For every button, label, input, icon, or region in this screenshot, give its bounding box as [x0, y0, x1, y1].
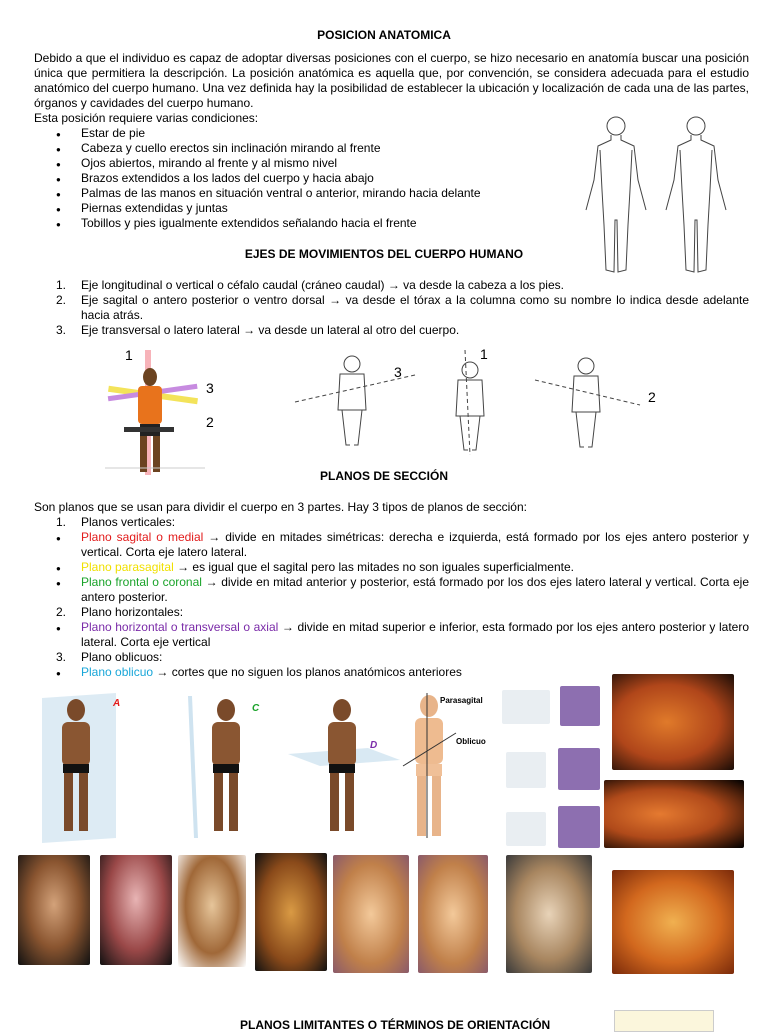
sagittal-spine-image: [255, 853, 327, 971]
list-item: ● Ojos abiertos, mirando al frente y al mismo nivel: [34, 156, 574, 171]
list-item: ● Tobillos y pies igualmente extendidos señalando hacia el frente: [34, 216, 574, 231]
list-item: ● Plano horizontal o transversal o axial → divide en mitad superior e inferior, esta formado por los ejes antero posterior y latero lateral. Corta eje vertical: [34, 620, 749, 650]
coronal-pelvis-image: [612, 870, 734, 974]
conditions-list: [34, 126, 574, 231]
list-item: 1. Planos verticales:: [56, 515, 176, 529]
axis-label: 3: [394, 364, 402, 380]
brain-diagram-image: [502, 690, 550, 724]
coronal-brain-image: [18, 855, 90, 965]
list-item: ● Palmas de las manos en situación ventral o anterior, mirando hacia delante: [34, 186, 574, 201]
title-posicion-anatomica: POSICION ANATOMICA: [317, 28, 451, 42]
list-item: ● Plano frontal o coronal → divide en mitad anterior y posterior, está formado por los dos ejes latero lateral y vertical. Corta eje antero posterior.: [34, 575, 749, 605]
list-item: ● Cabeza y cuello erectos sin inclinación mirando al frente: [34, 141, 574, 156]
conditions-intro: Esta posición requiere varias condiciones:: [34, 111, 259, 125]
plane-label-d: D: [370, 740, 378, 751]
plane-label-c: C: [252, 703, 260, 714]
axial-head-image: [178, 855, 246, 967]
plane-label-oblicuo: Oblicuo: [456, 737, 486, 746]
list-item: 2. Eje sagital o antero posterior o ventro dorsal → va desde el tórax a la columna como su nombre lo indica desde adelante hacia atrás.: [56, 293, 749, 322]
brain-section-image: [560, 686, 600, 726]
list-item: ● Brazos extendidos a los lados del cuerpo y hacia abajo: [34, 171, 574, 186]
list-item: 2. Plano horizontales:: [56, 605, 184, 619]
list-item: ● Plano sagital o medial → divide en mitades simétricas: derecha e izquierda, está formado por los ejes antero posterior y vertical. Corta eje latero lateral.: [34, 530, 749, 560]
brain-diagram-image: [506, 812, 546, 846]
axial-pelvis-image: [506, 855, 592, 973]
title-planos: PLANOS DE SECCIÓN: [319, 469, 448, 483]
axis-label: 2: [648, 389, 656, 405]
list-item: 1. Eje longitudinal o vertical o céfalo caudal (cráneo caudal) → va desde la cabeza a los pies.: [56, 278, 564, 292]
list-item: ● Estar de pie: [34, 126, 574, 141]
plane-label-a: A: [113, 698, 121, 709]
axes-list: [34, 278, 749, 338]
title-ejes: EJES DE MOVIMIENTOS DEL CUERPO HUMANO: [244, 247, 524, 261]
title-planos-limitantes: PLANOS LIMITANTES O TÉRMINOS DE ORIENTACIÓN: [240, 1018, 551, 1032]
planes-intro: Son planos que se usan para dividir el cuerpo en 3 partes. Hay 3 tipos de planos de sección:: [34, 500, 527, 514]
sagittal-head-image: [100, 855, 172, 965]
sagittal-trunk-image: [333, 855, 409, 973]
list-item: 3. Plano oblicuos:: [56, 650, 163, 664]
legend-box-image: [614, 1010, 714, 1032]
axis-label: 3: [206, 380, 214, 396]
intro-paragraph: Debido a que el individuo es capaz de adoptar diversas posiciones con el cuerpo, se hizo necesario en anatomía buscar una posición única que permitiera la descripción. La posición anatómica es aquella que, por convención, se considera adecuada para el estudio anatómico del cuerpo humano. Una vez definida hay la posibilidad de establecer la ubicación y localización de cada una de las partes, órganos y cavidades del cuerpo humano.: [34, 51, 749, 110]
axis-label: 2: [206, 414, 214, 430]
plane-label-parasagital: Parasagital: [440, 696, 483, 705]
axis-label: 1: [480, 346, 488, 362]
list-item: ● Plano parasagital → es igual que el sagital pero las mitades no son iguales superficialmente.: [34, 560, 749, 575]
brain-section-image: [558, 748, 600, 790]
list-item: ● Plano oblicuo → cortes que no siguen los planos anatómicos anteriores: [34, 665, 749, 680]
foot-section-image: [604, 780, 744, 848]
axes-photo-figure: [100, 350, 210, 480]
sagittal-pelvis-image: [418, 855, 488, 973]
axis-label: 1: [125, 347, 133, 363]
axial-section-image: [612, 674, 734, 770]
brain-section-image: [558, 806, 600, 848]
planes-groups: [34, 515, 749, 680]
list-item: 3. Eje transversal o latero lateral → va desde un lateral al otro del cuerpo.: [56, 323, 460, 337]
axes-line-drawings: [290, 350, 660, 460]
brain-diagram-image: [506, 752, 546, 788]
list-item: ● Piernas extendidas y juntas: [34, 201, 574, 216]
